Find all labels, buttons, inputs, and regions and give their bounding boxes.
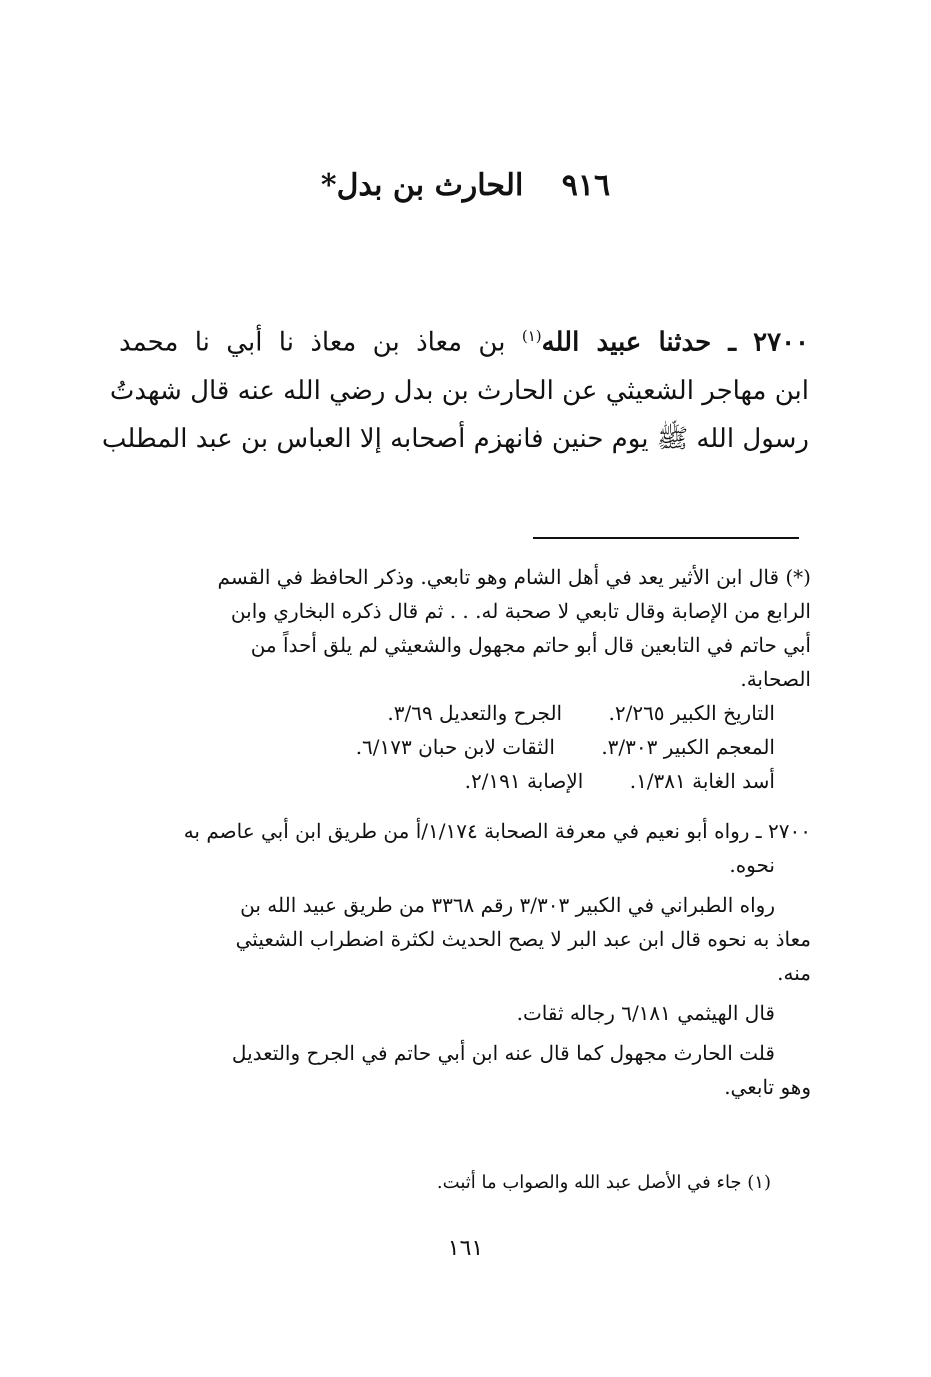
hadith-lead: ٢٧٠٠ ـ حدثنا عبيد الله bbox=[541, 327, 809, 358]
haythami-line: قال الهيثمي ٦/١٨١ رجاله ثقات. bbox=[516, 1001, 775, 1025]
takhrij-line: ٢٧٠٠ ـ رواه أبو نعيم في معرفة الصحابة ١/١٧٤/أ من طريق ابن أبي عاصم به bbox=[183, 819, 811, 843]
conclusion-note bbox=[111, 1036, 811, 1104]
ref-item: الثقات لابن حبان ٦/١٧٣. bbox=[355, 735, 555, 759]
footnote-marker: (١) bbox=[521, 327, 542, 345]
entry-heading bbox=[0, 168, 931, 203]
tabarani-line: منه. bbox=[777, 961, 811, 985]
ref-item: الجرح والتعديل ٣/٦٩. bbox=[387, 701, 563, 725]
hadith-line-1 bbox=[119, 312, 809, 367]
bio-line: الصحابة. bbox=[740, 667, 811, 691]
bio-line: أبي حاتم في التابعين قال أبو حاتم مجهول والشعيثي لم يلق أحداً من bbox=[250, 633, 811, 657]
hadith-line-1-rest: بن معاذ بن معاذ نا أبي نا محمد bbox=[119, 327, 506, 358]
conclusion-line: قلت الحارث مجهول كما قال عنه ابن أبي حاتم في الجرح والتعديل bbox=[231, 1041, 775, 1065]
bio-line: (*) قال ابن الأثير يعد في أهل الشام وهو تابعي. وذكر الحافظ في القسم bbox=[217, 565, 811, 589]
hadith-text bbox=[101, 312, 809, 463]
ref-item: الإصابة ٢/١٩١. bbox=[464, 769, 584, 793]
ref-row bbox=[111, 696, 811, 730]
takhrij-line: نحوه. bbox=[729, 853, 775, 877]
entry-number: ٩١٦ bbox=[561, 168, 611, 203]
hadith-line-2: ابن مهاجر الشعيثي عن الحارث بن بدل رضي الله عنه قال شهدتُ bbox=[109, 375, 809, 406]
ref-item: المعجم الكبير ٣/٣٠٣. bbox=[601, 735, 775, 759]
page-number: ١٦١ bbox=[447, 1236, 484, 1261]
notes-section bbox=[111, 560, 811, 1110]
takhrij-note bbox=[111, 814, 811, 882]
tabarani-line: معاذ به نحوه قال ابن عبد البر لا يصح الحديث لكثرة اضطراب الشعيثي bbox=[235, 927, 811, 951]
spacer bbox=[111, 804, 811, 814]
ref-row bbox=[111, 764, 811, 798]
bio-note bbox=[111, 560, 811, 798]
tabarani-line: رواه الطبراني في الكبير ٣/٣٠٣ رقم ٣٣٦٨ من طريق عبيد الله بن bbox=[240, 893, 775, 917]
hadith-line-3: رسول الله ﷺ يوم حنين فانهزم أصحابه إلا العباس بن عبد المطلب bbox=[101, 423, 809, 454]
ref-item: التاريخ الكبير ٢/٢٦٥. bbox=[608, 701, 775, 725]
tabarani-note bbox=[111, 888, 811, 990]
ref-row bbox=[111, 730, 811, 764]
haythami-note bbox=[111, 996, 811, 1030]
ref-item: أسد الغابة ١/٣٨١. bbox=[629, 769, 775, 793]
entry-name: الحارث بن بدل* bbox=[320, 168, 524, 203]
conclusion-line: وهو تابعي. bbox=[724, 1075, 811, 1099]
footnote-separator bbox=[533, 537, 799, 539]
footnote: (١) جاء في الأصل عبد الله والصواب ما أثبت. bbox=[436, 1172, 771, 1193]
bio-line: الرابع من الإصابة وقال تابعي لا صحبة له. . . ثم قال ذكره البخاري وابن bbox=[230, 599, 811, 623]
